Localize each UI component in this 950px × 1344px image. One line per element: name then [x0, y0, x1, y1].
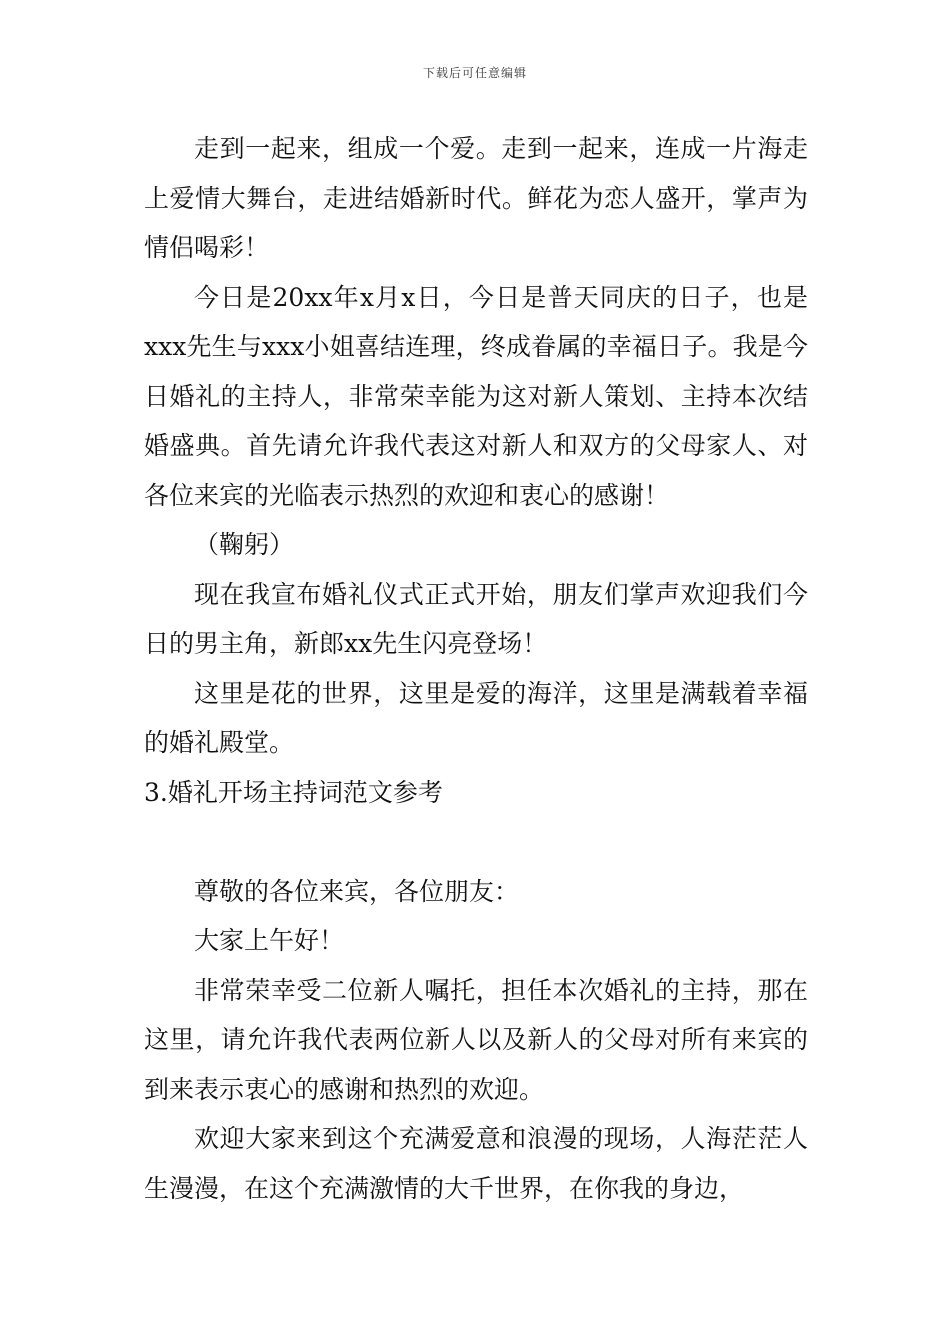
paragraph: 这里是花的世界，这里是爱的海洋，这里是满载着幸福的婚礼殿堂。 — [144, 678, 808, 757]
document-body — [144, 124, 808, 1213]
blank-line — [144, 817, 808, 867]
paragraph: （鞠躬） — [194, 530, 295, 559]
paragraph: 今日是20xx年x月x日，今日是普天同庆的日子，也是xxx先生与xxx小姐喜结连理，终成眷属的幸福日子。我是今日婚礼的主持人，非常荣幸能为这对新人策划、主持本次结婚盛典。首先请允许我代表这对新人和双方的父母家人、对各位来宾的光临表示热烈的欢迎和衷心的感谢！ — [144, 282, 808, 510]
page-header: 下载后可任意编辑 — [422, 66, 527, 80]
section-heading: 3.婚礼开场主持词范文参考 — [144, 777, 443, 807]
paragraph: 大家上午好！ — [194, 926, 345, 955]
paragraph: 尊敬的各位来宾，各位朋友： — [194, 876, 520, 906]
paragraph: 现在我宣布婚礼仪式正式开始，朋友们掌声欢迎我们今日的男主角，新郎xx先生闪亮登场！ — [144, 579, 808, 658]
paragraph: 非常荣幸受二位新人嘱托，担任本次婚礼的主持，那在这里，请允许我代表两位新人以及新人的父母对所有来宾的到来表示衷心的感谢和热烈的欢迎。 — [144, 975, 808, 1104]
paragraph: 欢迎大家来到这个充满爱意和浪漫的现场，人海茫茫人生漫漫，在这个充满激情的大千世界，在你我的身边， — [144, 1124, 808, 1203]
paragraph: 走到一起来，组成一个爱。走到一起来，连成一片海走上爱情大舞台，走进结婚新时代。鲜花为恋人盛开，掌声为情侣喝彩！ — [144, 134, 808, 262]
